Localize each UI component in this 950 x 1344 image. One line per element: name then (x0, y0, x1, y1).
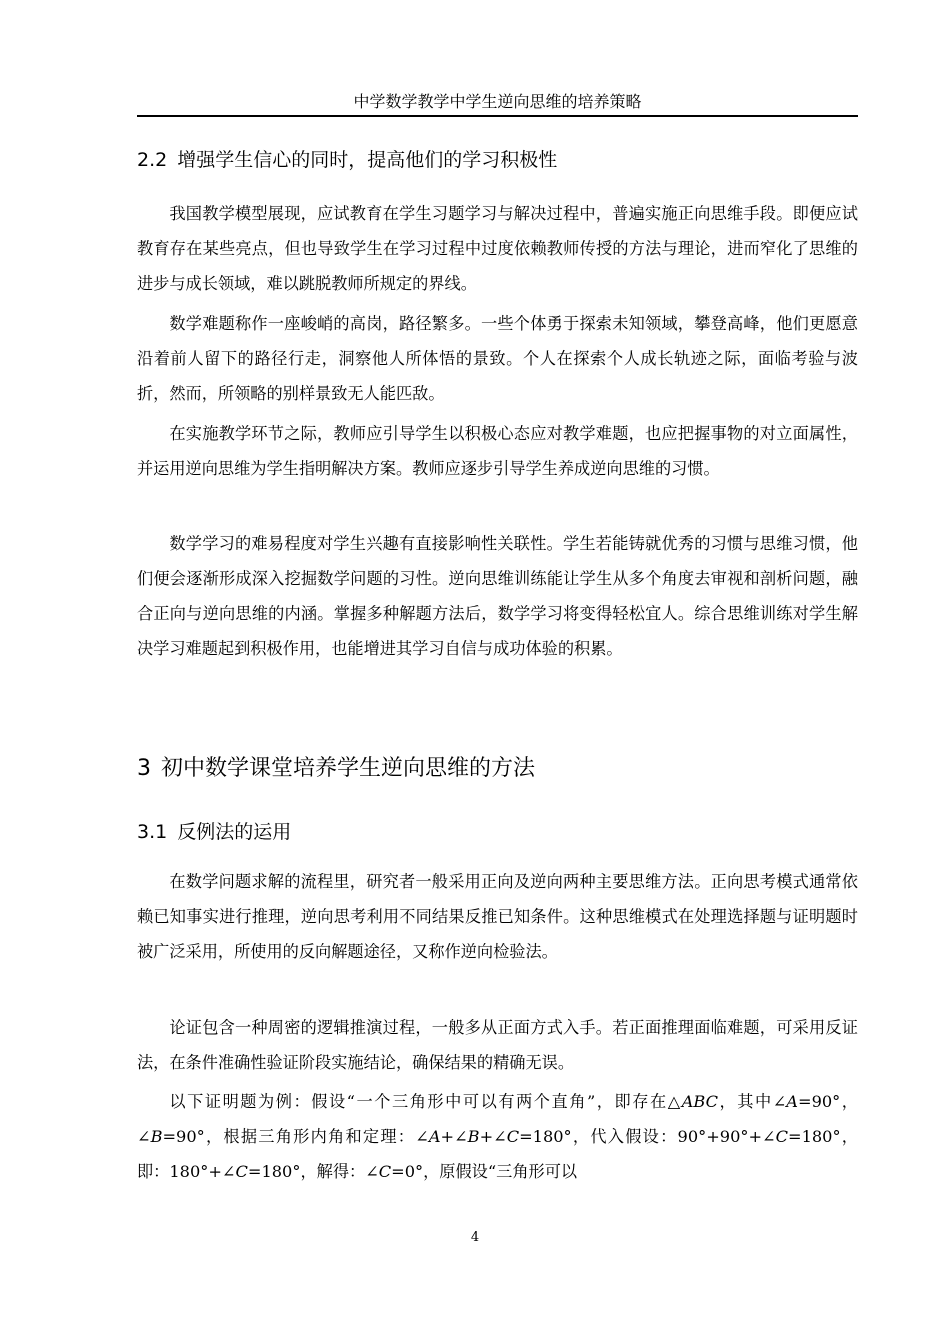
text-run: +∠ (479, 1127, 507, 1146)
section-heading-3 (137, 755, 535, 783)
text-run: =180°，解得：∠ (247, 1162, 379, 1181)
running-header: 中学数学教学中学生逆向思维的培养策略 (353, 92, 642, 111)
paragraph: 在数学问题求解的流程里，研究者一般采用正向及逆向两种主要思维方法。正向思考模式通常依赖已知事实进行推理，逆向思考利用不同结果反推已知条件。这种思维模式在处理选择题与证明题时被广泛采用，所使用的反向解题途径，又称作逆向检验法。 (137, 872, 858, 961)
page-number: 4 (470, 1230, 480, 1245)
text-run: 以下证明题为例：假设“一个三角形中可以有两个直角”，即存在△ (169, 1092, 682, 1111)
math-variable: C (235, 1162, 248, 1181)
section-title: 反例法的运用 (177, 821, 292, 843)
math-variable: B (150, 1127, 163, 1146)
math-variable: ABC (681, 1092, 718, 1111)
section-number: 3 (137, 756, 151, 781)
text-run: =90°，根据三角形内角和定理：∠ (162, 1127, 429, 1146)
paragraph: 在实施教学环节之际，教师应引导学生以积极心态应对教学难题，也应把握事物的对立面属性，并运用逆向思维为学生指明解决方案。教师应逐步引导学生养成逆向思维的习惯。 (137, 424, 858, 478)
section-heading-3-1 (137, 820, 291, 844)
paragraph: 我国教学模型展现，应试教育在学生习题学习与解决过程中，普遍实施正向思维手段。即便应试教育存在某些亮点，但也导致学生在学习过程中过度依赖教师传授的方法与理论，进而窄化了思维的进步与成长领域，难以跳脱教师所规定的界线。 (137, 204, 858, 293)
text-run: =0°，原假设“三角形可以 (391, 1162, 578, 1181)
math-variable: A (428, 1127, 441, 1146)
section-title: 增强学生信心的同时，提高他们的学习积极性 (177, 149, 558, 171)
paragraph: 论证包含一种周密的逻辑推演过程，一般多从正面方式入手。若正面推理面临难题，可采用反证法，在条件准确性验证阶段实施结论，确保结果的精确无误。 (137, 1018, 858, 1072)
math-variable: C (506, 1127, 520, 1146)
section-number: 2.2 (137, 149, 168, 171)
paragraph: 数学学习的难易程度对学生兴趣有直接影响性关联性。学生若能铸就优秀的习惯与思维习惯，他们便会逐渐形成深入挖掘数学问题的习性。逆向思维训练能让学生从多个角度去审视和剖析问题，融合正向与逆向思维的内涵。掌握多种解题方法后，数学学习将变得轻松宜人。综合思维训练对学生解决学习难题起到积极作用，也能增进其学习自信与成功体验的积累。 (137, 534, 858, 658)
text-run: ，其中∠ (718, 1092, 787, 1111)
text-run: +∠ (440, 1127, 468, 1146)
math-variable: B (467, 1127, 480, 1146)
section-number: 3.1 (137, 821, 168, 843)
text-run: =180°，即：180°+∠ (137, 1127, 858, 1181)
paragraph: 数学难题称作一座峻峭的高岗，路径繁多。一些个体勇于探索未知领域，攀登高峰，他们更愿意沿着前人留下的路径行走，洞察他人所体悟的景致。个人在探索个人成长轨迹之际，面临考验与波折，然而，所领略的别样景致无人能匹敌。 (137, 314, 858, 403)
text-run: =180°，代入假设：90°+90°+∠ (519, 1127, 776, 1146)
example-paragraph (137, 1084, 858, 1189)
text-run: =90°，∠ (137, 1092, 858, 1146)
math-variable: A (786, 1092, 798, 1111)
header-rule (137, 115, 858, 117)
math-variable: C (775, 1127, 788, 1146)
section-title: 初中数学课堂培养学生逆向思维的方法 (161, 756, 536, 781)
section-heading-2-2 (137, 148, 557, 172)
math-variable: C (378, 1162, 392, 1181)
